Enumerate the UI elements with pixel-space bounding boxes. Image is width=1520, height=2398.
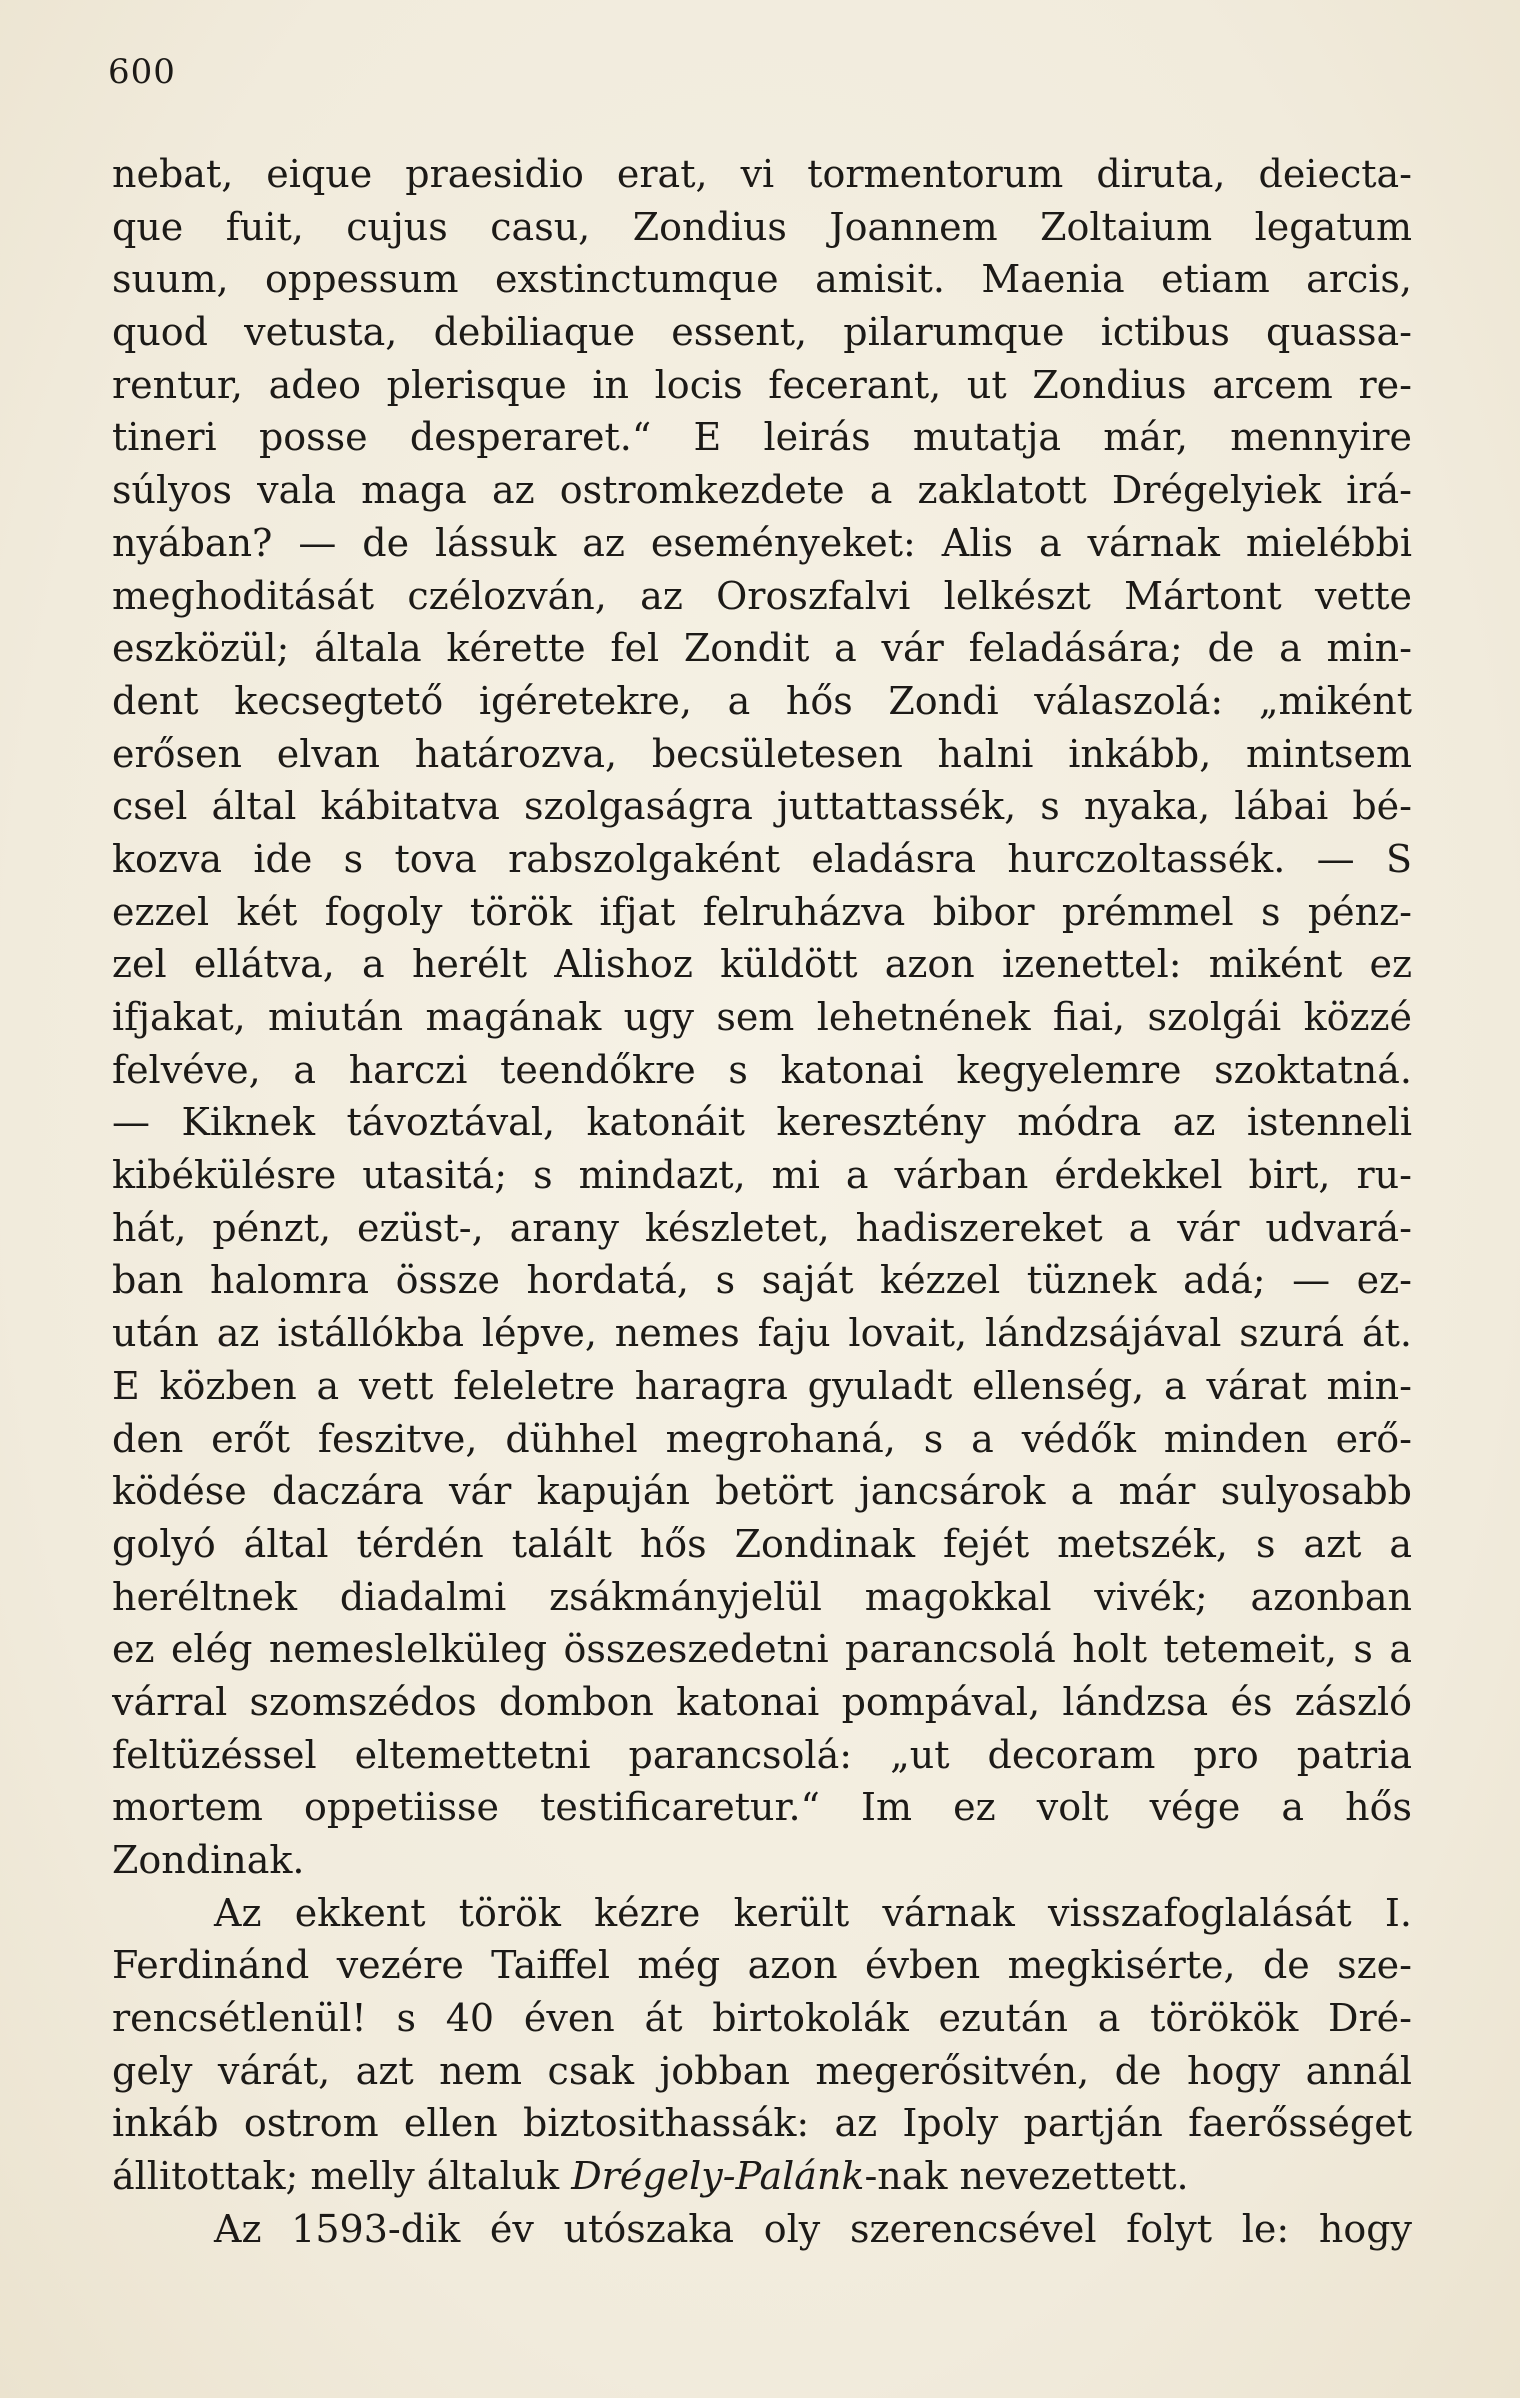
text-line: [112, 938, 1412, 991]
text-line-content: eszközül; általa kérette fel Zondit a vár feladására; de a min-: [112, 626, 1412, 671]
text-line: [112, 1992, 1412, 2045]
text-line: [112, 1044, 1412, 1097]
text-line: [112, 1254, 1412, 1307]
text-line: [112, 1834, 1412, 1887]
text-line: [112, 2203, 1412, 2256]
text-line-content: hát, pénzt, ezüst-, arany készletet, hadiszereket a vár udvará-: [112, 1205, 1412, 1250]
text-line: [112, 148, 1412, 201]
text-line: [112, 1729, 1412, 1782]
text-line-content: Az 1593-dik év utószaka oly szerencsével folyt le: hogy: [214, 2206, 1412, 2251]
text-line: [112, 1676, 1412, 1729]
text-line: [112, 728, 1412, 781]
text-line: [112, 1781, 1412, 1834]
text-line: [112, 1360, 1412, 1413]
text-line-content: kibékülésre utasitá; s mindazt, mi a várban érdekkel birt, ru-: [112, 1153, 1412, 1198]
text-line: [112, 2045, 1412, 2098]
text-line-content: golyó által térdén talált hős Zondinak fejét metszék, s azt a: [112, 1521, 1412, 1566]
page-number: 600: [108, 52, 176, 92]
text-line-content: gely várát, azt nem csak jobban megerősitvén, de hogy annál: [112, 2048, 1412, 2093]
text-line: [112, 1518, 1412, 1571]
italic-place-name: Drégely-Palánk: [571, 2154, 865, 2199]
text-line-content: várral szomszédos dombon katonai pompával, lándzsa és zászló: [112, 1679, 1412, 1724]
text-line: [112, 780, 1412, 833]
text-line-content: rencsétlenül! s 40 éven át birtokolák ezután a törökök Dré-: [112, 1996, 1412, 2041]
text-line-content: quod vetusta, debiliaque essent, pilarumque ictibus quassa-: [112, 310, 1412, 355]
text-line: [112, 2150, 1412, 2203]
text-line-content: ezzel két fogoly török ifjat felruházva bibor prémmel s pénz-: [112, 889, 1412, 934]
text-line: [112, 1096, 1412, 1149]
text-line: [112, 201, 1412, 254]
text-line: [112, 306, 1412, 359]
text-line-content: ez elég nemeslelküleg összeszedetni parancsolá holt tetemeit, s a: [112, 1627, 1412, 1672]
text-line-content: dent kecsegtető igéretekre, a hős Zondi válaszolá: „miként: [112, 678, 1412, 723]
text-line-content: kozva ide s tova rabszolgaként eladásra hurczoltassék. — S: [112, 836, 1412, 881]
text-line-content: ban halomra össze hordatá, s saját kézzel tüznek adá; — ez-: [112, 1258, 1412, 1303]
text-line-content: den erőt feszitve, dühhel megrohaná, s a védők minden erő-: [112, 1416, 1412, 1461]
text-line: [112, 2097, 1412, 2150]
text-line-content: Zondinak.: [112, 1838, 305, 1882]
text-line: [112, 570, 1412, 623]
text-line-content: meghoditását czélozván, az Oroszfalvi lelkészt Mártont vette: [112, 573, 1412, 618]
text-line: [112, 1149, 1412, 1202]
text-line-content: csel által kábitatva szolgaságra juttattassék, s nyaka, lábai bé-: [112, 784, 1412, 829]
text-line: [112, 991, 1412, 1044]
text-line: [112, 1307, 1412, 1360]
text-line-content: zel ellátva, a herélt Alishoz küldött azon izenettel: miként ez: [112, 942, 1412, 987]
text-line-content: Az ekkent török kézre került várnak visszafoglalását I.: [214, 1890, 1412, 1935]
text-line-content: feltüzéssel eltemettetni parancsolá: „ut decoram pro patria: [112, 1732, 1412, 1777]
text-line-content: felvéve, a harczi teendőkre s katonai kegyelemre szoktatná.: [112, 1047, 1412, 1092]
text-line-content: nebat, eique praesidio erat, vi tormentorum diruta, deiecta-: [112, 152, 1412, 196]
text-line: [112, 253, 1412, 306]
text-line: [112, 359, 1412, 412]
text-line: [112, 464, 1412, 517]
text-line: [112, 622, 1412, 675]
text-line: [112, 1571, 1412, 1624]
text-line: [112, 411, 1412, 464]
text-line-content: után az istállókba lépve, nemes faju lovait, lándzsájával szurá át.: [112, 1311, 1412, 1356]
text-line: [112, 1465, 1412, 1518]
text-line-content: erősen elvan határozva, becsületesen halni inkább, mintsem: [112, 731, 1412, 776]
text-line-content: súlyos vala maga az ostromkezdete a zaklatott Drégelyiek irá-: [112, 468, 1412, 513]
body-text: [112, 148, 1412, 2256]
text-line-content: ifjakat, miután magának ugy sem lehetnének fiai, szolgái közzé: [112, 995, 1412, 1039]
text-line-content: tineri posse desperaret.“ E leirás mutatja már, mennyire: [112, 415, 1412, 460]
text-line-content: Ferdinánd vezére Taiffel még azon évben megkisérte, de sze-: [112, 1943, 1412, 1988]
text-line-content: — Kiknek távoztával, katonáit keresztény módra az istenneli: [112, 1100, 1412, 1145]
text-line-content: rentur, adeo plerisque in locis fecerant, ut Zondius arcem re-: [112, 362, 1412, 407]
text-line: [112, 1202, 1412, 1255]
text-line-content: állitottak; melly általuk: [112, 2154, 572, 2199]
text-line: [112, 675, 1412, 728]
text-line: [112, 886, 1412, 939]
text-line-content: que fuit, cujus casu, Zondius Joannem Zoltaium legatum: [112, 204, 1412, 249]
text-line-content: E közben a vett feleletre haragra gyuladt ellenség, a várat min-: [112, 1363, 1412, 1408]
text-line-content: inkáb ostrom ellen biztosithassák: az Ipoly partján faerősséget: [112, 2101, 1412, 2146]
text-line: [112, 1939, 1412, 1992]
text-line: [112, 833, 1412, 886]
text-line: [112, 1413, 1412, 1466]
text-line-content: suum, oppessum exstinctumque amisit. Maenia etiam arcis,: [112, 257, 1412, 302]
text-line-content: ködése daczára vár kapuján betört jancsárok a már sulyosabb: [112, 1469, 1412, 1514]
text-line: [112, 1887, 1412, 1940]
text-line: [112, 1623, 1412, 1676]
text-line-content: mortem oppetiisse testificaretur.“ Im ez volt vége a hős: [112, 1785, 1412, 1830]
text-line: [112, 517, 1412, 570]
text-line-suffix: -nak nevezettett.: [864, 2154, 1189, 2199]
text-line-content: heréltnek diadalmi zsákmányjelül magokkal vivék; azonban: [112, 1574, 1412, 1619]
text-line-content: nyában? — de lássuk az eseményeket: Alis a várnak mielébbi: [112, 520, 1412, 565]
